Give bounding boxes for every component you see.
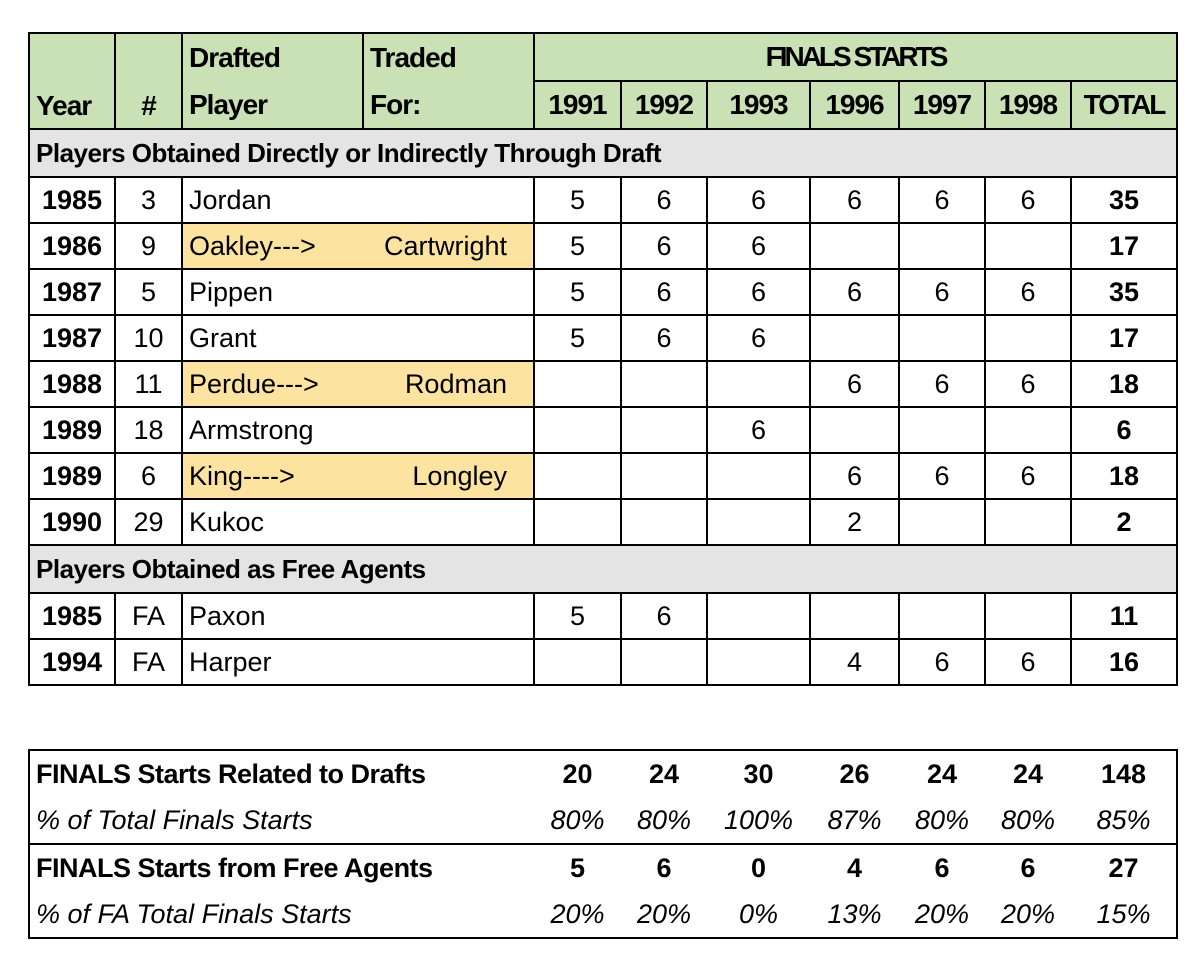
header-year-1993: 1993 — [707, 81, 810, 129]
finals-starts-1997: 6 — [899, 453, 985, 499]
finals-starts-1991: 5 — [534, 593, 621, 639]
draft-pick: 10 — [115, 315, 182, 361]
finals-starts-1998 — [985, 407, 1071, 453]
traded-for-name — [363, 315, 534, 361]
table-row — [29, 361, 1177, 407]
table-row — [29, 639, 1177, 685]
traded-for-name: Rodman — [404, 368, 507, 399]
header-drafted: Drafted — [182, 33, 363, 81]
summary-value-1993: 100% — [723, 804, 794, 835]
section-title: Players Obtained Directly or Indirectly Through Draft — [29, 129, 1177, 177]
summary-value-1993: 0% — [738, 898, 779, 929]
finals-starts-1993 — [707, 361, 810, 407]
draft-year: 1990 — [29, 499, 115, 545]
summary-total: 148 — [1100, 758, 1147, 789]
summary-value-1991: 80% — [550, 804, 605, 835]
finals-starts-1992: 6 — [621, 315, 707, 361]
player-name: Jordan — [182, 177, 363, 223]
finals-starts-1992 — [621, 639, 707, 685]
finals-starts-1998 — [985, 223, 1071, 269]
summary-value-1997: 20% — [914, 898, 970, 929]
finals-starts-1992 — [621, 499, 707, 545]
draft-year: 1986 — [29, 223, 115, 269]
traded-for-name — [363, 639, 534, 685]
table-row — [29, 223, 1177, 269]
total-starts: 17 — [1071, 223, 1177, 269]
finals-starts-1992: 6 — [621, 269, 707, 315]
summary-value-1992: 24 — [648, 758, 680, 789]
total-starts: 2 — [1071, 499, 1177, 545]
total-starts: 16 — [1071, 639, 1177, 685]
summary-row — [29, 891, 1177, 938]
header-year: Year — [29, 33, 115, 129]
summary-value-1996: 26 — [839, 758, 870, 789]
finals-starts-1992 — [621, 361, 707, 407]
summary-value-1998: 24 — [1012, 758, 1044, 789]
traded-for-name — [363, 593, 534, 639]
summary-value-1992: 6 — [621, 844, 707, 891]
summary-value-1998: 20% — [1000, 898, 1056, 929]
trade-pair — [189, 369, 527, 400]
summary-value-1991: 20% — [550, 898, 605, 929]
finals-starts-1991 — [534, 453, 621, 499]
summary-value-1992: 20% — [636, 898, 692, 929]
header-finals-starts: FINALS STARTS — [534, 33, 1177, 81]
finals-starts-1993 — [707, 499, 810, 545]
summary-value-1993: 0 — [707, 844, 810, 891]
draft-pick: 11 — [115, 361, 182, 407]
finals-starts-1991: 5 — [534, 177, 621, 223]
finals-starts-1998 — [985, 593, 1071, 639]
total-starts: 35 — [1071, 177, 1177, 223]
draft-pick: 3 — [115, 177, 182, 223]
finals-starts-1996 — [810, 593, 899, 639]
draft-pick: 29 — [115, 499, 182, 545]
finals-starts-1991 — [534, 361, 621, 407]
table-row — [29, 593, 1177, 639]
draft-year: 1985 — [29, 593, 115, 639]
section-row — [29, 129, 1177, 177]
trade-pair — [189, 461, 527, 492]
player-name: Pippen — [182, 269, 363, 315]
finals-starts-1991 — [534, 499, 621, 545]
player-name: Paxon — [182, 593, 363, 639]
finals-starts-1992: 6 — [621, 177, 707, 223]
finals-starts-1993 — [707, 639, 810, 685]
finals-starts-1997 — [899, 407, 985, 453]
finals-starts-1996 — [810, 315, 899, 361]
draft-year: 1994 — [29, 639, 115, 685]
draft-pick: 18 — [115, 407, 182, 453]
finals-starts-1992 — [621, 453, 707, 499]
summary-label: FINALS Starts from Free Agents — [29, 844, 534, 891]
header-year-1992: 1992 — [621, 81, 707, 129]
finals-starts-1996: 6 — [810, 177, 899, 223]
finals-starts-1991: 5 — [534, 223, 621, 269]
table-row — [29, 269, 1177, 315]
summary-value-1991: 20 — [562, 758, 593, 789]
finals-starts-1998: 6 — [985, 361, 1071, 407]
finals-starts-1992: 6 — [621, 223, 707, 269]
finals-starts-1996: 6 — [810, 361, 899, 407]
summary-value-1996: 87% — [827, 804, 882, 835]
traded-for-name: Longley — [412, 460, 507, 491]
header-player: Player — [182, 81, 363, 129]
finals-starts-1991 — [534, 407, 621, 453]
header-total: TOTAL — [1071, 81, 1177, 129]
summary-label: FINALS Starts Related to Drafts — [36, 758, 426, 789]
summary-row — [29, 844, 1177, 891]
summary-value-1992: 80% — [636, 804, 692, 835]
finals-starts-1996: 6 — [810, 453, 899, 499]
player-trade-cell — [182, 361, 534, 407]
player-trade-cell — [182, 453, 534, 499]
summary-value-1993: 30 — [743, 758, 774, 789]
finals-starts-1997: 6 — [899, 361, 985, 407]
finals-starts-table — [28, 32, 1178, 686]
header-pick: # — [115, 33, 182, 129]
player-name: Perdue---> — [189, 368, 319, 399]
trade-pair — [189, 231, 527, 262]
player-name: King----> — [189, 460, 295, 491]
finals-starts-1997 — [899, 593, 985, 639]
finals-starts-1993: 6 — [707, 407, 810, 453]
total-starts: 17 — [1071, 315, 1177, 361]
header-year-1997: 1997 — [899, 81, 985, 129]
draft-pick: 9 — [115, 223, 182, 269]
draft-year: 1985 — [29, 177, 115, 223]
finals-starts-1998 — [985, 315, 1071, 361]
finals-starts-1997 — [899, 315, 985, 361]
traded-for-name — [363, 499, 534, 545]
finals-starts-1998: 6 — [985, 453, 1071, 499]
summary-row — [29, 797, 1177, 844]
traded-for-name: Cartwright — [383, 230, 507, 261]
summary-value-1997: 80% — [914, 804, 970, 835]
finals-starts-1996: 6 — [810, 269, 899, 315]
draft-pick: 5 — [115, 269, 182, 315]
summary-value-1997: 6 — [899, 844, 985, 891]
header-year-1996: 1996 — [810, 81, 899, 129]
finals-starts-1993 — [707, 593, 810, 639]
summary-row — [29, 750, 1177, 797]
finals-starts-1997: 6 — [899, 177, 985, 223]
draft-pick: 6 — [115, 453, 182, 499]
finals-starts-1996 — [810, 407, 899, 453]
summary-value-1991: 5 — [534, 844, 621, 891]
summary-total: 85% — [1096, 804, 1151, 835]
finals-starts-1996: 4 — [810, 639, 899, 685]
finals-starts-1992: 6 — [621, 593, 707, 639]
finals-starts-1993 — [707, 453, 810, 499]
draft-year: 1987 — [29, 269, 115, 315]
finals-starts-1991: 5 — [534, 315, 621, 361]
player-trade-cell — [182, 223, 534, 269]
draft-year: 1989 — [29, 407, 115, 453]
finals-starts-1996: 2 — [810, 499, 899, 545]
table-row — [29, 177, 1177, 223]
player-name: Grant — [182, 315, 363, 361]
finals-starts-1993: 6 — [707, 315, 810, 361]
traded-for-name — [363, 177, 534, 223]
finals-starts-1998: 6 — [985, 269, 1071, 315]
traded-for-name — [363, 407, 534, 453]
player-name: Oakley---> — [189, 230, 316, 261]
table-row — [29, 407, 1177, 453]
table-row — [29, 315, 1177, 361]
player-name: Kukoc — [182, 499, 363, 545]
summary-value-1996: 4 — [810, 844, 899, 891]
finals-starts-1998: 6 — [985, 177, 1071, 223]
finals-starts-1998 — [985, 499, 1071, 545]
table-row — [29, 453, 1177, 499]
summary-total: 15% — [1096, 898, 1151, 929]
finals-starts-1996 — [810, 223, 899, 269]
finals-starts-1991 — [534, 639, 621, 685]
header-traded: Traded — [363, 33, 534, 81]
section-row — [29, 545, 1177, 593]
draft-year: 1988 — [29, 361, 115, 407]
summary-value-1997: 24 — [926, 758, 958, 789]
summary-value-1998: 6 — [985, 844, 1071, 891]
finals-starts-1998: 6 — [985, 639, 1071, 685]
finals-starts-1993: 6 — [707, 269, 810, 315]
summary-label: % of Total Finals Starts — [36, 804, 313, 835]
header-year-1998: 1998 — [985, 81, 1071, 129]
summary-total: 27 — [1071, 844, 1177, 891]
header-year-1991: 1991 — [534, 81, 621, 129]
finals-starts-1997: 6 — [899, 639, 985, 685]
section-title: Players Obtained as Free Agents — [29, 545, 1177, 593]
finals-starts-1993: 6 — [707, 223, 810, 269]
total-starts: 11 — [1071, 593, 1177, 639]
summary-value-1998: 80% — [1000, 804, 1056, 835]
finals-starts-1992 — [621, 407, 707, 453]
draft-year: 1987 — [29, 315, 115, 361]
finals-starts-1991: 5 — [534, 269, 621, 315]
draft-pick: FA — [115, 593, 182, 639]
table-row — [29, 499, 1177, 545]
total-starts: 18 — [1071, 361, 1177, 407]
total-starts: 6 — [1071, 407, 1177, 453]
header-for: For: — [363, 81, 534, 129]
summary-value-1996: 13% — [827, 898, 882, 929]
draft-pick: FA — [115, 639, 182, 685]
player-name: Harper — [182, 639, 363, 685]
summary-label: % of FA Total Finals Starts — [36, 898, 352, 929]
traded-for-name — [363, 269, 534, 315]
total-starts: 35 — [1071, 269, 1177, 315]
finals-starts-1997 — [899, 223, 985, 269]
finals-starts-1997 — [899, 499, 985, 545]
draft-year: 1989 — [29, 453, 115, 499]
total-starts: 18 — [1071, 453, 1177, 499]
finals-starts-1993: 6 — [707, 177, 810, 223]
player-name: Armstrong — [182, 407, 363, 453]
summary-table — [28, 749, 1178, 939]
finals-starts-1997: 6 — [899, 269, 985, 315]
